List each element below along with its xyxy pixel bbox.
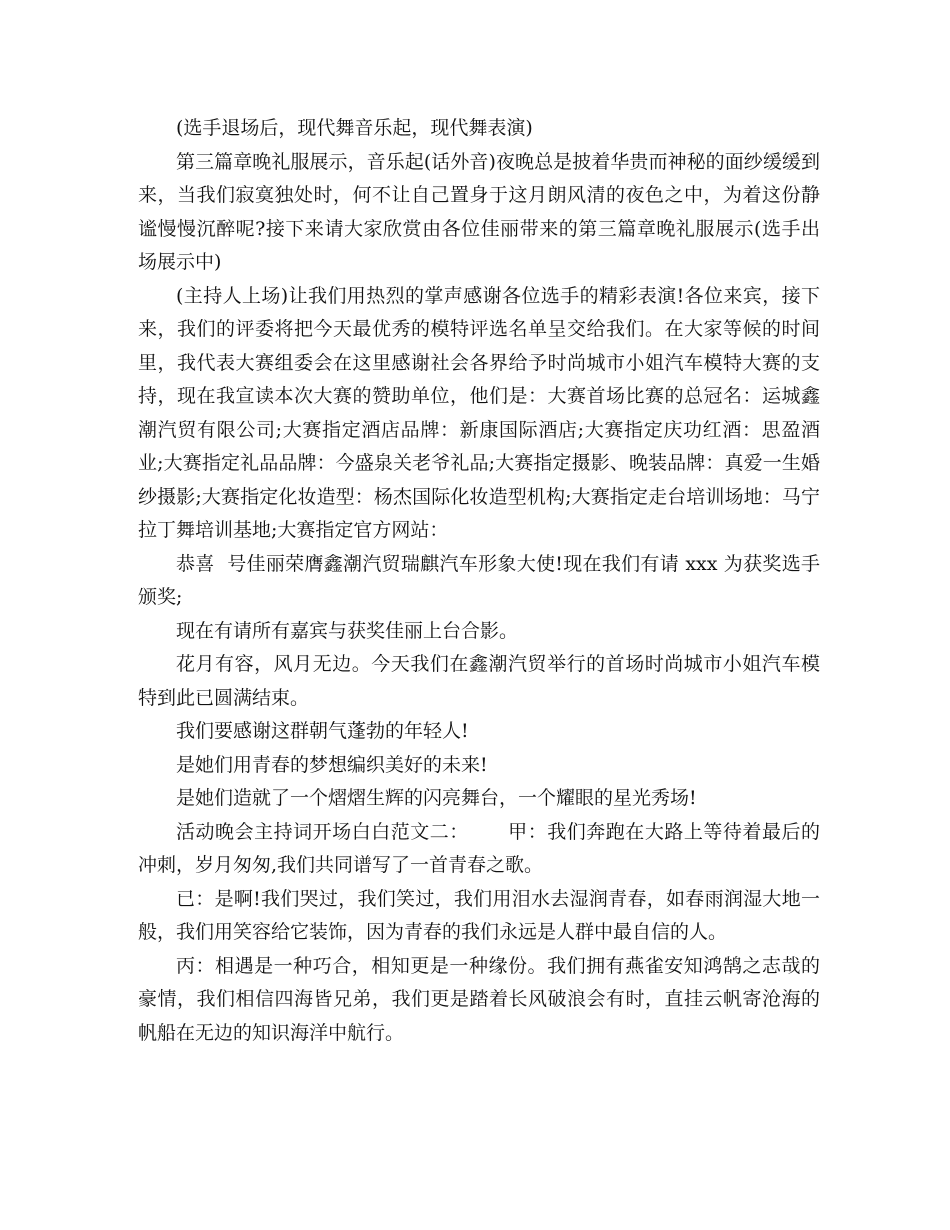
- paragraph: 花月有容，风月无边。今天我们在鑫潮汽贸举行的首场时尚城市小姐汽车模特到此已圆满结束。: [138, 653, 820, 709]
- paragraph: 我们要感谢这群朝气蓬勃的年轻人!: [176, 720, 469, 742]
- paragraph: (选手退场后，现代舞音乐起，现代舞表演): [176, 117, 533, 139]
- paragraph: 丙：相遇是一种巧合，相知更是一种缘份。我们拥有燕雀安知鸿鹄之志哉的豪情，我们相信四海皆兄弟，我们更是踏着长风破浪会有时，直挂云帆寄沧海的帆船在无边的知识海洋中航行。: [138, 954, 820, 1044]
- paragraph: 第三篇章晚礼服展示，音乐起(话外音)夜晚总是披着华贵而神秘的面纱缓缓到来，当我们寂寞独处时，何不让自己置身于这月朗风清的夜色之中，为着这份静谧慢慢沉醉呢?接下来请大家欣赏由各位佳丽带来的第三篇章晚礼服展示(选手出场展示中): [138, 150, 820, 273]
- paragraph: 是她们用青春的梦想编织美好的未来!: [176, 753, 488, 776]
- paragraph: (主持人上场)让我们用热烈的掌声感谢各位选手的精彩表演!各位来宾，接下来，我们的评委将把今天最优秀的模特评选名单呈交给我们。在大家等候的时间里，我代表大赛组委会在这里感谢社会各界给予时尚城市小姐汽车模特大赛的支持，现在我宣读本次大赛的赞助单位，他们是：大赛首场比赛的总冠名：运城鑫潮汽贸有限公司;大赛指定酒店品牌：新康国际酒店;大赛指定庆功红酒：思盈酒业;大赛指定礼品品牌：今盛泉关老爷礼品;大赛指定摄影、晚装品牌：真爱一生婚纱摄影;大赛指定化妆造型：杨杰国际化妆造型机构;大赛指定走台培训场地：马宁拉丁舞培训基地;大赛指定官方网站：: [138, 284, 820, 541]
- paragraph: 是她们造就了一个熠熠生辉的闪亮舞台，一个耀眼的星光秀场!: [176, 787, 697, 809]
- paragraph: 现在有请所有嘉宾与获奖佳丽上台合影。: [176, 619, 519, 642]
- paragraph: 活动晚会主持词开场白白范文二： 甲：我们奔跑在大路上等待着最后的冲刺，岁月匆匆,我们共同谱写了一首青春之歌。: [138, 820, 820, 876]
- document-body: [138, 112, 820, 1050]
- paragraph: 恭喜 号佳丽荣膺鑫潮汽贸瑞麒汽车形象大使!现在我们有请 xxx 为获奖选手颁奖;: [138, 552, 820, 608]
- paragraph: 已：是啊!我们哭过，我们笑过，我们用泪水去湿润青春，如春雨润湿大地一般，我们用笑容给它装饰，因为青春的我们永远是人群中最自信的人。: [138, 887, 820, 943]
